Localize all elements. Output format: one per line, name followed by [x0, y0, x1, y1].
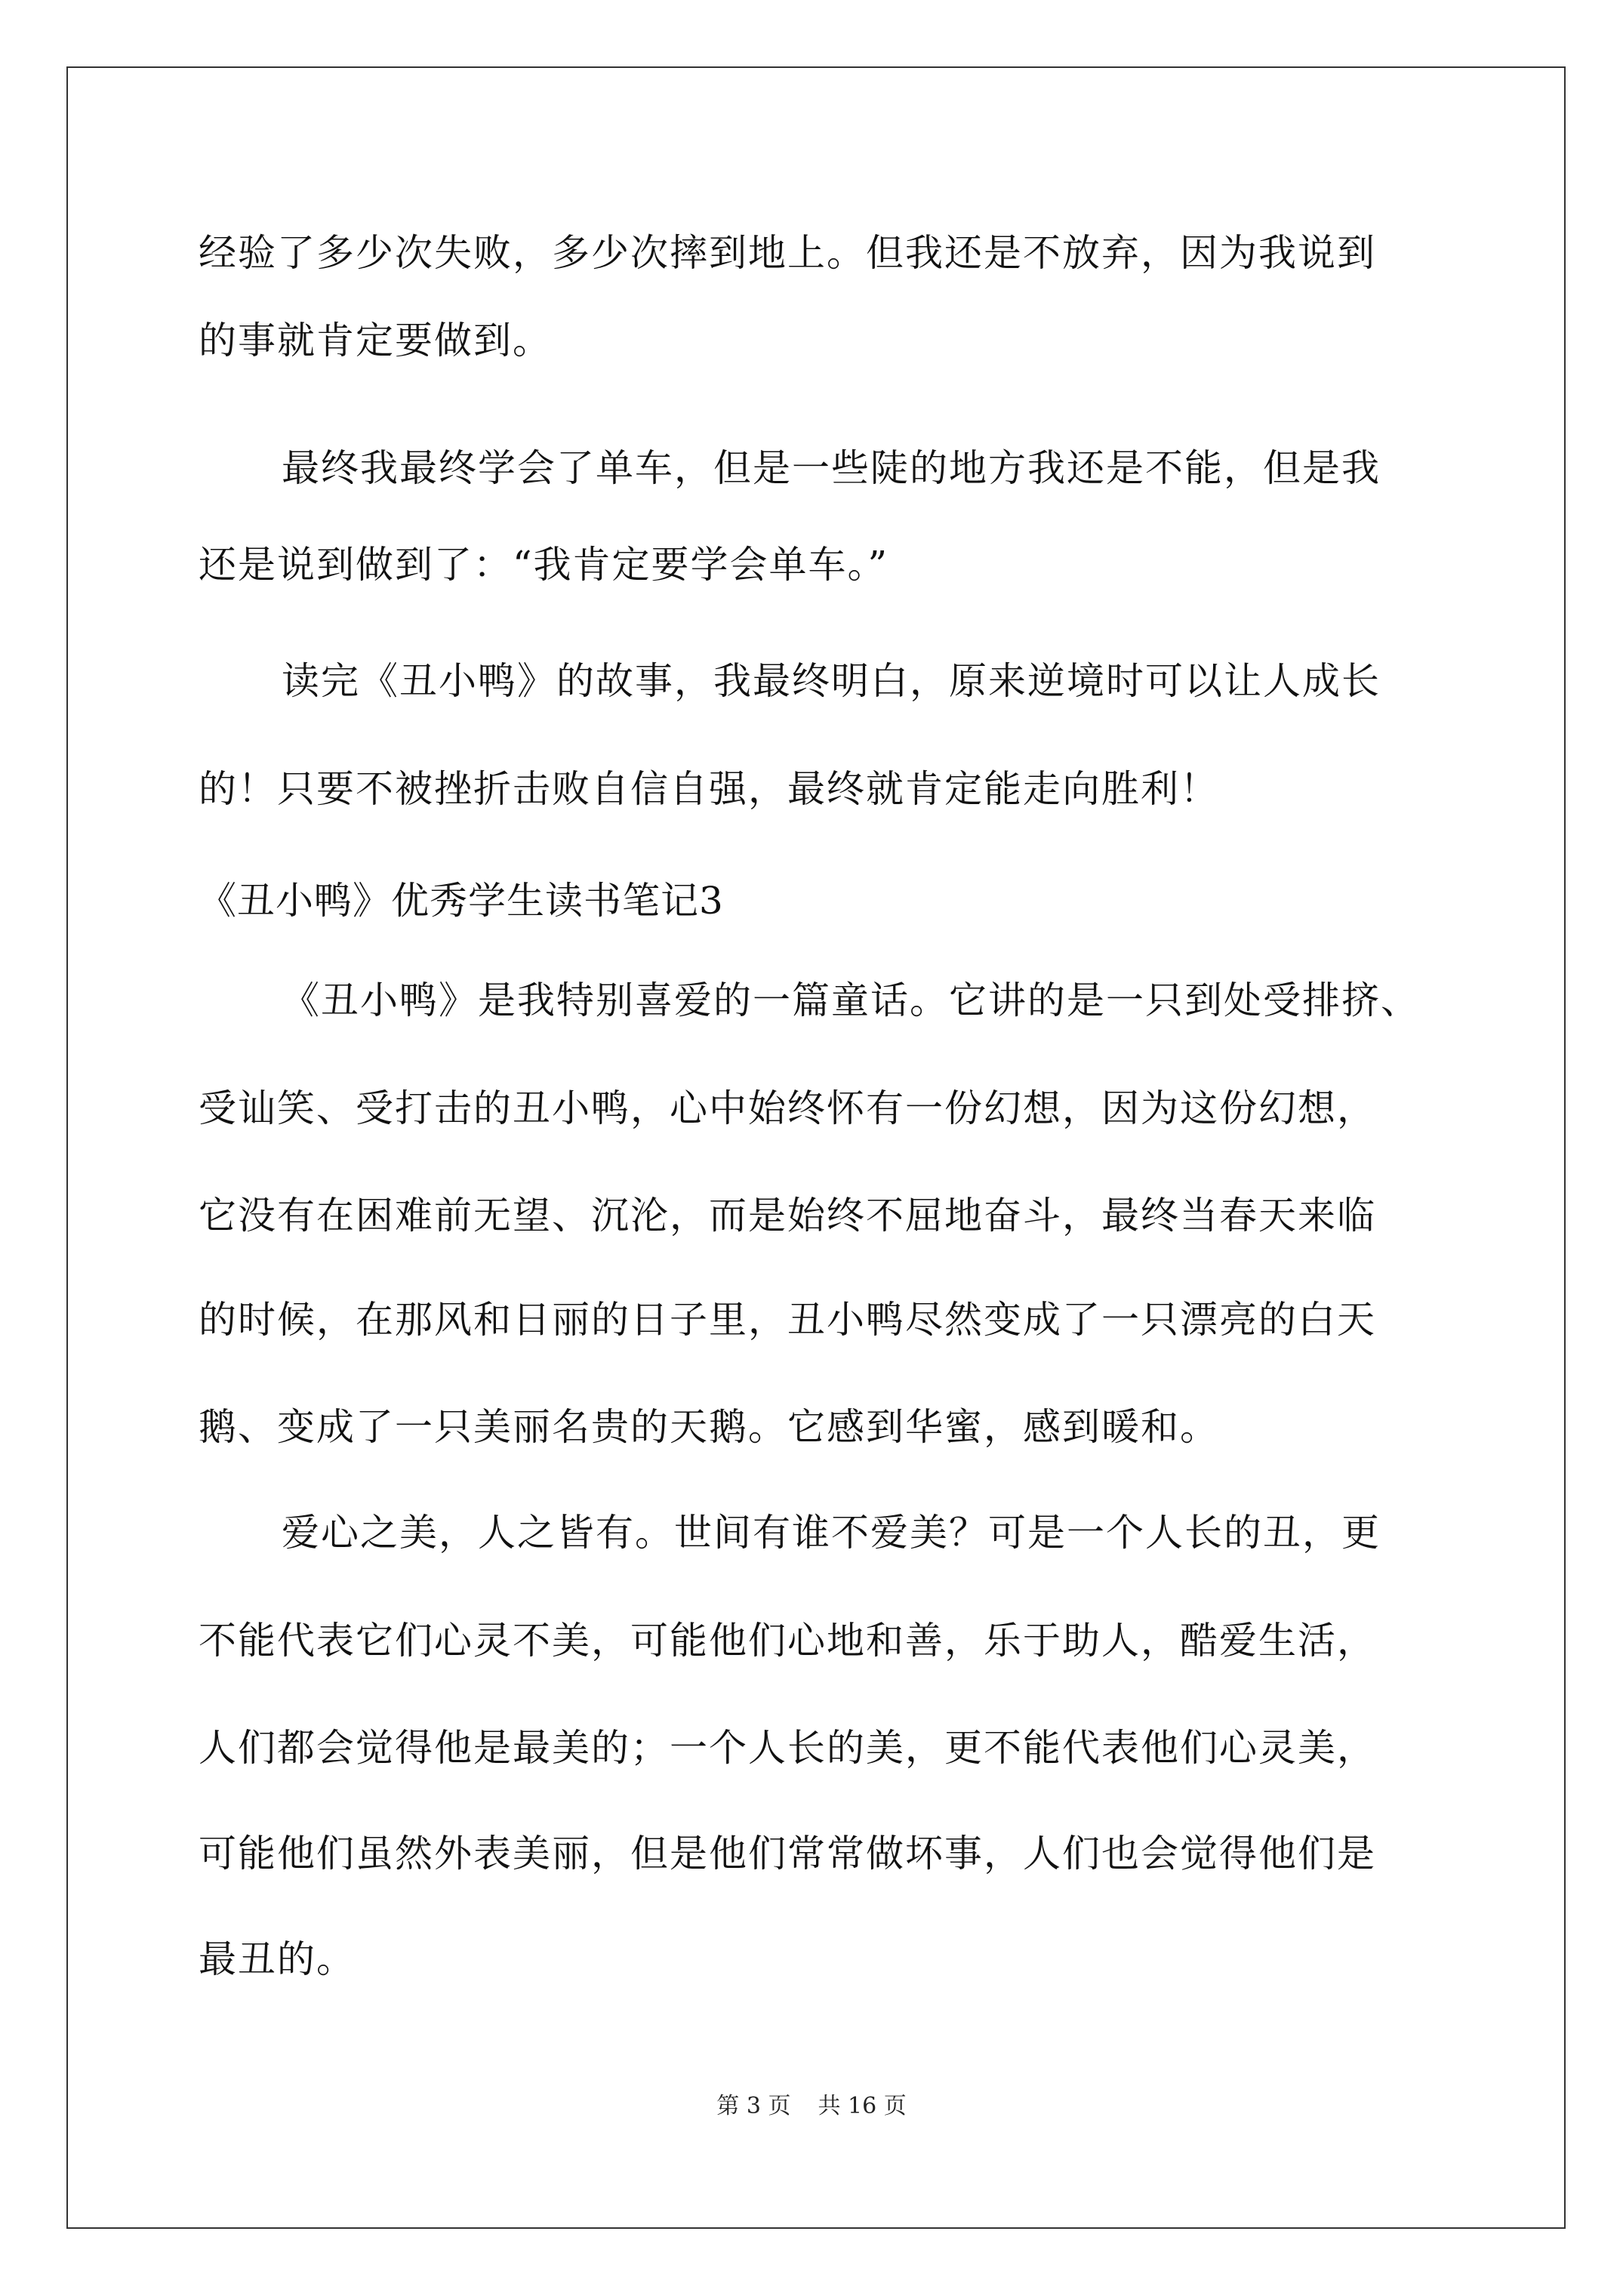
page-total: 共 16 页 — [818, 2093, 907, 2119]
body-line: 鹅、变成了一只美丽名贵的天鹅。它感到华蜜，感到暖和。 — [199, 1405, 1219, 1449]
body-line: 它没有在困难前无望、沉沦，而是始终不屈地奋斗，最终当春天来临 — [199, 1194, 1376, 1237]
body-line: 《丑小鸭》是我特别喜爱的一篇童话。它讲的是一只到处受排挤、 — [282, 978, 1420, 1022]
body-line: 最丑的。 — [199, 1937, 356, 1981]
body-line: 可能他们虽然外表美丽，但是他们常常做坏事，人们也会觉得他们是 — [199, 1832, 1376, 1875]
page-footer — [0, 2091, 1623, 2122]
body-line: 不能代表它们心灵不美，可能他们心地和善，乐于助人，酷爱生活， — [199, 1619, 1376, 1663]
body-line: 受讪笑、受打击的丑小鸭，心中始终怀有一份幻想，因为这份幻想， — [199, 1086, 1376, 1130]
body-line: 的时候，在那风和日丽的日子里，丑小鸭尽然变成了一只漂亮的白天 — [199, 1298, 1376, 1342]
body-line: 的事就肯定要做到。 — [199, 319, 552, 362]
body-line: 读完《丑小鸭》的故事，我最终明白，原来逆境时可以让人成长 — [282, 659, 1381, 703]
body-line: 还是说到做到了：“我肯定要学会单车。” — [199, 543, 889, 587]
page-frame — [66, 66, 1566, 2229]
body-line: 的！只要不被挫折击败自信自强，最终就肯定能走向胜利！ — [199, 767, 1219, 811]
body-line: 人们都会觉得他是最美的；一个人长的美，更不能代表他们心灵美， — [199, 1726, 1376, 1770]
body-line: 爱心之美，人之皆有。世间有谁不爱美？可是一个人长的丑，更 — [282, 1511, 1381, 1555]
body-line: 最终我最终学会了单车，但是一些陡的地方我还是不能，但是我 — [282, 446, 1381, 490]
body-line: 经验了多少次失败，多少次摔到地上。但我还是不放弃，因为我说到 — [199, 231, 1376, 275]
section-heading: 《丑小鸭》优秀学生读书笔记3 — [199, 879, 724, 923]
page-number: 第 3 页 — [716, 2093, 791, 2119]
